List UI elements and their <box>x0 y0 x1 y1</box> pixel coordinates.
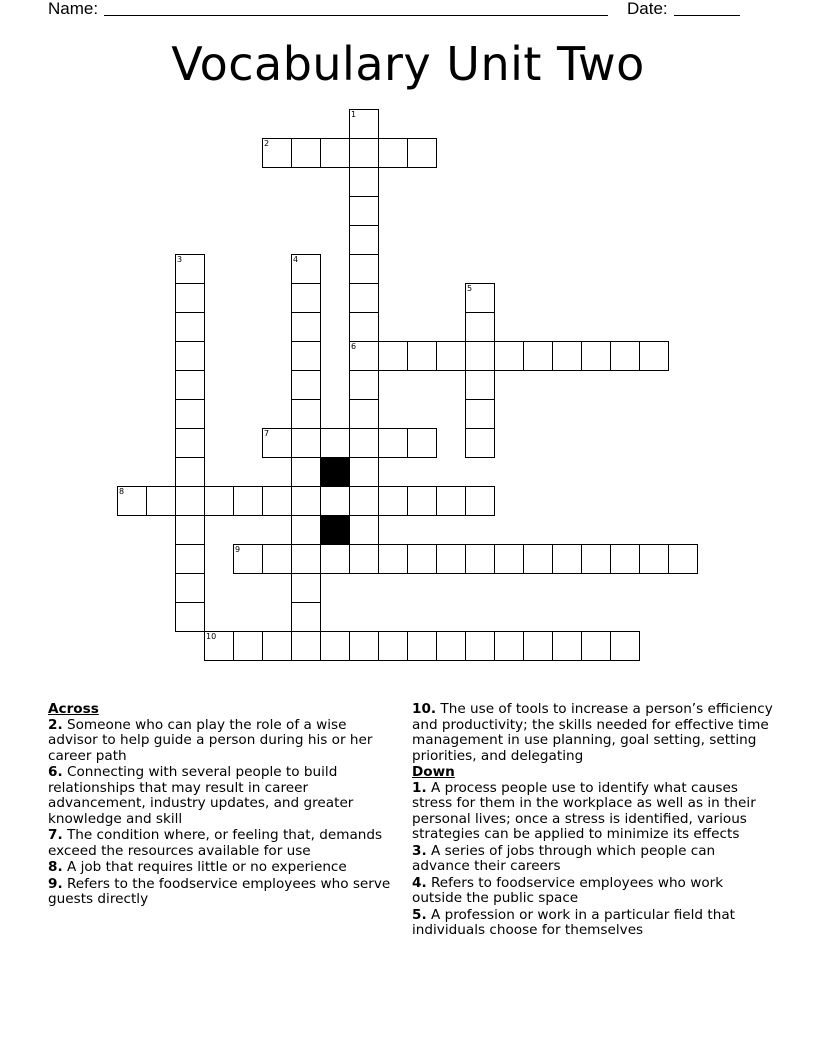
clue-text: The condition where, or feeling that, demands exceed the resources available for use <box>48 827 383 859</box>
clue-number: 2. <box>48 716 63 733</box>
crossword-cell[interactable] <box>175 254 205 284</box>
crossword-cell[interactable] <box>175 312 205 342</box>
crossword-cell[interactable] <box>349 312 379 342</box>
crossword-cell[interactable] <box>175 602 205 632</box>
crossword-cell[interactable] <box>291 515 321 545</box>
clue-number-label: 2 <box>264 139 270 148</box>
crossword-cell[interactable] <box>233 486 263 516</box>
crossword-cell[interactable] <box>378 428 408 458</box>
crossword-cell[interactable] <box>378 631 408 661</box>
crossword-cell[interactable] <box>349 370 379 400</box>
name-label: Name: <box>48 0 99 18</box>
clue-number: 10. <box>412 701 437 717</box>
crossword-cell[interactable] <box>407 428 437 458</box>
crossword-cell[interactable] <box>262 631 292 661</box>
crossword-cell[interactable] <box>407 544 437 574</box>
crossword-cell[interactable] <box>581 544 611 574</box>
date-label: Date: <box>627 0 668 18</box>
crossword-cell[interactable] <box>378 341 408 371</box>
crossword-cell[interactable] <box>552 341 582 371</box>
clue-down-5 <box>412 908 774 939</box>
crossword-cell[interactable] <box>175 399 205 429</box>
crossword-cell[interactable] <box>349 486 379 516</box>
clue-number: 4. <box>412 874 427 891</box>
crossword-cell[interactable] <box>494 544 524 574</box>
crossword-cell[interactable] <box>523 341 553 371</box>
crossword-cell[interactable] <box>291 312 321 342</box>
crossword-cell[interactable] <box>175 341 205 371</box>
crossword-cell[interactable] <box>610 631 640 661</box>
crossword-cell[interactable] <box>465 631 495 661</box>
crossword-cell[interactable] <box>465 341 495 371</box>
crossword-cell[interactable] <box>291 138 321 168</box>
clue-number: 6. <box>48 764 63 780</box>
crossword-cell[interactable] <box>436 486 466 516</box>
crossword-cell[interactable] <box>291 370 321 400</box>
crossword-cell[interactable] <box>320 428 350 458</box>
clues-left-column <box>48 702 398 909</box>
crossword-cell[interactable] <box>233 631 263 661</box>
crossword-cell[interactable] <box>117 486 147 516</box>
crossword-cell[interactable] <box>349 225 379 255</box>
down-heading: Down <box>412 764 455 780</box>
crossword-cell[interactable] <box>175 457 205 487</box>
crossword-cell[interactable] <box>262 138 292 168</box>
clue-number-label: 5 <box>467 284 473 293</box>
crossword-cell[interactable] <box>291 486 321 516</box>
crossword-cell[interactable] <box>523 631 553 661</box>
crossword-cell[interactable] <box>320 631 350 661</box>
clue-number-label: 4 <box>293 255 299 264</box>
crossword-cell[interactable] <box>436 341 466 371</box>
crossword-cell[interactable] <box>175 283 205 313</box>
crossword-cell[interactable] <box>175 370 205 400</box>
crossword-cell[interactable] <box>639 341 669 371</box>
crossword-cell[interactable] <box>349 399 379 429</box>
clue-across-6 <box>48 765 398 827</box>
crossword-cell[interactable] <box>349 515 379 545</box>
crossword-cell[interactable] <box>407 138 437 168</box>
crossword-block <box>320 457 350 487</box>
crossword-cell[interactable] <box>320 544 350 574</box>
crossword-cell[interactable] <box>436 631 466 661</box>
crossword-cell[interactable] <box>291 573 321 603</box>
crossword-cell[interactable] <box>349 341 379 371</box>
crossword-cell[interactable] <box>291 283 321 313</box>
clue-number-label: 1 <box>351 110 357 119</box>
crossword-cell[interactable] <box>262 428 292 458</box>
crossword-cell[interactable] <box>320 486 350 516</box>
crossword-cell[interactable] <box>349 457 379 487</box>
clue-text: Someone who can play the role of a wise advisor to help guide a person during his or her career path <box>48 716 373 764</box>
crossword-cell[interactable] <box>320 138 350 168</box>
crossword-cell[interactable] <box>465 312 495 342</box>
crossword-cell[interactable] <box>349 283 379 313</box>
clue-number-label: 10 <box>206 632 217 641</box>
clue-down-3 <box>412 844 774 875</box>
crossword-cell[interactable] <box>552 631 582 661</box>
clue-number-label: 6 <box>351 342 357 351</box>
crossword-cell[interactable] <box>465 283 495 313</box>
clue-number: 7. <box>48 827 63 843</box>
crossword-cell[interactable] <box>349 631 379 661</box>
clue-across-2 <box>48 718 398 765</box>
crossword-cell[interactable] <box>233 544 263 574</box>
crossword-cell[interactable] <box>494 631 524 661</box>
clue-number: 1. <box>412 779 427 796</box>
clue-text: A series of jobs through which people can advance their careers <box>412 842 716 874</box>
crossword-cell[interactable] <box>349 544 379 574</box>
clue-text: Refers to the foodservice employees who serve guests directly <box>48 875 391 907</box>
clue-number-label: 7 <box>264 429 270 438</box>
crossword-cell[interactable] <box>465 370 495 400</box>
crossword-cell[interactable] <box>291 602 321 632</box>
crossword-cell[interactable] <box>610 544 640 574</box>
crossword-cell[interactable] <box>465 486 495 516</box>
clue-number: 3. <box>412 842 427 859</box>
crossword-cell[interactable] <box>552 544 582 574</box>
crossword-cell[interactable] <box>291 254 321 284</box>
crossword-block <box>320 515 350 545</box>
crossword-cell[interactable] <box>523 544 553 574</box>
crossword-cell[interactable] <box>291 399 321 429</box>
clue-across-8 <box>48 860 398 876</box>
clue-text: A process people use to identify what causes stress for them in the workplace as well as in their personal lives; once a stress is identified, various strategies can be applied to minimize its effects <box>412 779 756 842</box>
crossword-cell[interactable] <box>291 544 321 574</box>
crossword-cell[interactable] <box>407 486 437 516</box>
crossword-cell[interactable] <box>146 486 176 516</box>
clue-text: A profession or work in a particular field that individuals choose for themselves <box>412 906 735 938</box>
crossword-cell[interactable] <box>291 631 321 661</box>
crossword-cell[interactable] <box>465 428 495 458</box>
clue-number: 9. <box>48 875 63 892</box>
crossword-cell[interactable] <box>436 544 466 574</box>
clue-text: Connecting with several people to build relationships that may result in career advancement, industry updates, and greater knowledge and skill <box>48 764 354 827</box>
clue-across-10 <box>412 702 774 764</box>
crossword-cell[interactable] <box>262 544 292 574</box>
crossword-cell[interactable] <box>378 486 408 516</box>
crossword-cell[interactable] <box>581 341 611 371</box>
crossword-cell[interactable] <box>291 341 321 371</box>
crossword-cell[interactable] <box>175 428 205 458</box>
clue-down-4 <box>412 876 774 907</box>
clue-across-9 <box>48 877 398 908</box>
crossword-cell[interactable] <box>291 457 321 487</box>
crossword-cell[interactable] <box>349 167 379 197</box>
crossword-cell[interactable] <box>407 341 437 371</box>
clue-text: The use of tools to increase a person’s efficiency and productivity; the skills needed for effective time management in use planning, goal setting, setting priorities, and delegating <box>412 701 773 764</box>
crossword-cell[interactable] <box>175 515 205 545</box>
page-title: Vocabulary Unit Two <box>171 37 645 91</box>
clue-number-label: 9 <box>235 545 241 554</box>
clue-text: Refers to foodservice employees who work outside the public space <box>412 874 724 906</box>
crossword-cell[interactable] <box>349 254 379 284</box>
crossword-cell[interactable] <box>262 486 292 516</box>
crossword-cell[interactable] <box>378 138 408 168</box>
across-heading: Across <box>48 701 99 717</box>
clues-right-column <box>412 702 774 940</box>
clue-down-1 <box>412 781 774 843</box>
clue-number-label: 8 <box>119 487 125 496</box>
crossword-cell[interactable] <box>465 399 495 429</box>
crossword-cell[interactable] <box>668 544 698 574</box>
crossword-cell[interactable] <box>175 544 205 574</box>
crossword-cell[interactable] <box>204 631 234 661</box>
clue-number: 8. <box>48 859 63 875</box>
crossword-cell[interactable] <box>465 544 495 574</box>
clue-number-label: 3 <box>177 255 183 264</box>
crossword-cell[interactable] <box>610 341 640 371</box>
crossword-cell[interactable] <box>494 341 524 371</box>
crossword-cell[interactable] <box>175 573 205 603</box>
crossword-cell[interactable] <box>378 544 408 574</box>
crossword-cell[interactable] <box>204 486 234 516</box>
clue-number: 5. <box>412 906 427 923</box>
clue-text: A job that requires little or no experience <box>66 859 347 875</box>
crossword-cell[interactable] <box>175 486 205 516</box>
crossword-cell[interactable] <box>407 631 437 661</box>
crossword-cell[interactable] <box>581 631 611 661</box>
crossword-cell[interactable] <box>349 196 379 226</box>
crossword-cell[interactable] <box>349 109 379 139</box>
crossword-cell[interactable] <box>639 544 669 574</box>
crossword-cell[interactable] <box>349 138 379 168</box>
crossword-cell[interactable] <box>291 428 321 458</box>
crossword-cell[interactable] <box>349 428 379 458</box>
clue-across-7 <box>48 828 398 859</box>
